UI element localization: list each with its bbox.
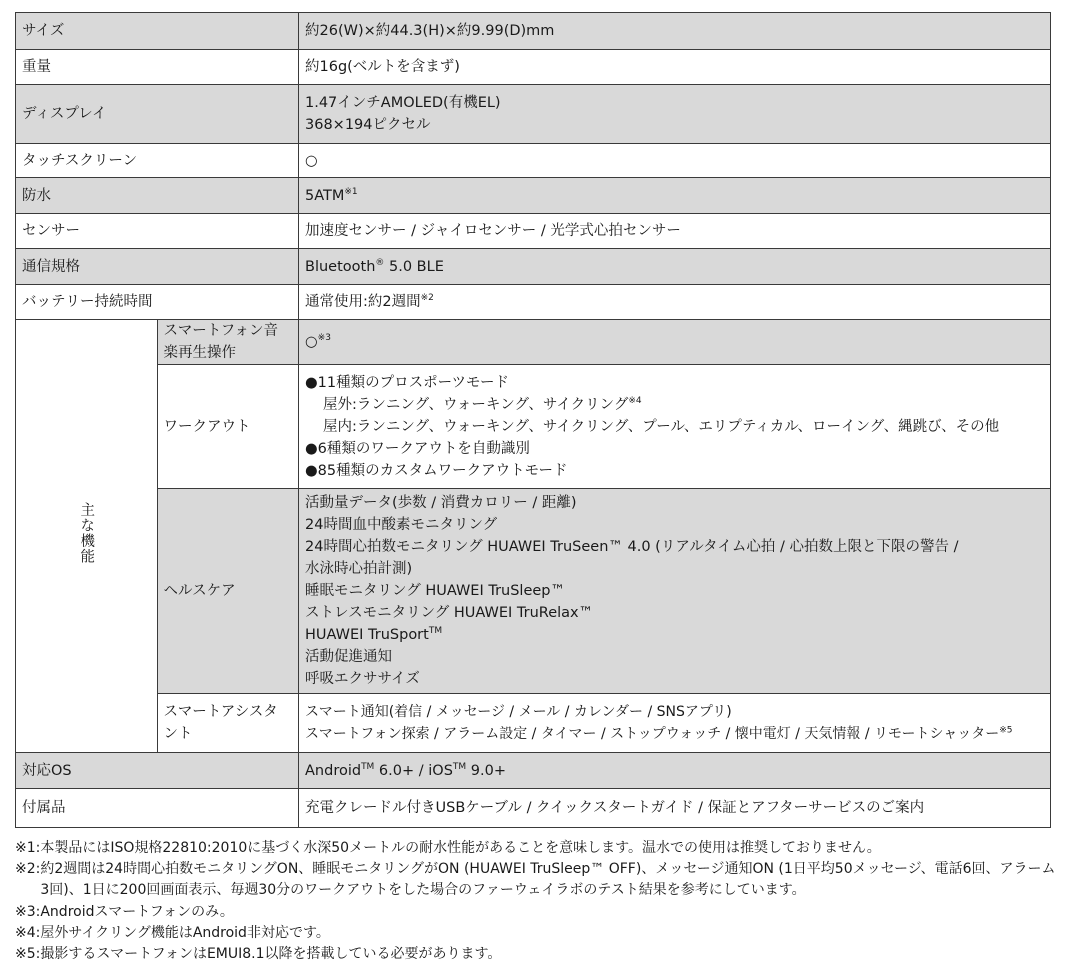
- row-label: ヘルスケア: [157, 489, 299, 694]
- value-text: HUAWEI TruSport: [305, 627, 429, 643]
- row-workout: [16, 365, 1051, 489]
- row-value: [299, 694, 1051, 753]
- row-label: バッテリー持続時間: [16, 285, 299, 320]
- value-text: Bluetooth: [305, 258, 376, 275]
- value-line: 水泳時心拍計測): [305, 561, 413, 577]
- row-label: 対応OS: [16, 753, 299, 789]
- row-label: ワークアウト: [157, 365, 299, 489]
- value-line: [305, 624, 1044, 646]
- row-battery: [16, 285, 1051, 320]
- footnote: [15, 923, 1060, 944]
- value-line: 1.47インチAMOLED(有機EL): [305, 95, 501, 111]
- value-line: 24時間心拍数モニタリング HUAWEI TruSeen™ 4.0 (リアルタイム心拍 / 心拍数上限と下限の警告 /: [305, 539, 959, 555]
- row-label: スマートアシスタント: [157, 694, 299, 753]
- footnote-mark: ※3:: [15, 903, 41, 920]
- trademark-mark: TM: [452, 761, 467, 772]
- row-waterproof: [16, 178, 1051, 214]
- row-label: 通信規格: [16, 249, 299, 285]
- value-line: ストレスモニタリング HUAWEI TruRelax™: [305, 605, 594, 621]
- value-line: 活動促進通知: [305, 649, 392, 665]
- row-value: 加速度センサー / ジャイロセンサー / 光学式心拍センサー: [299, 214, 1051, 249]
- row-value: [299, 753, 1051, 789]
- spec-table: [15, 12, 1051, 828]
- row-os: [16, 753, 1051, 789]
- value-text: 6.0+ / iOS: [374, 762, 453, 779]
- row-value: [299, 320, 1051, 365]
- row-smart-assistant: [16, 694, 1051, 753]
- row-value: [299, 365, 1051, 489]
- row-value: [299, 178, 1051, 214]
- feature-group-label: [16, 320, 158, 753]
- footnote-text: 約2週間は24時間心拍数モニタリングON、睡眠モニタリングがON (HUAWEI TruSleep™ OFF)、メッセージ通知ON (1日平均50メッセージ、電話6回、アラーム3回)、1日に200回画面表示、毎週30分のワークアウトをした場合のファーウェイラボのテスト結果を参考にしています。: [40, 861, 1056, 899]
- row-value: 充電クレードル付きUSBケーブル / クイックスタートガイド / 保証とアフターサービスのご案内: [299, 789, 1051, 828]
- trademark-mark: TM: [428, 626, 443, 637]
- row-value: [299, 249, 1051, 285]
- row-value: 約26(W)×約44.3(H)×約9.99(D)mm: [299, 13, 1051, 50]
- value-text: 通常使用:約2週間: [305, 294, 421, 310]
- registered-mark: ®: [375, 257, 385, 268]
- footnote: [15, 902, 1060, 923]
- value-text: ○: [305, 334, 318, 350]
- footnote-ref: ※1: [344, 186, 358, 197]
- footnote-text: 撮影するスマートフォンはEMUI8.1以降を搭載している必要があります。: [40, 946, 502, 963]
- row-label: 防水: [16, 178, 299, 214]
- footnote: [15, 859, 1060, 901]
- footnote-text: Androidスマートフォンのみ。: [40, 903, 234, 920]
- row-sensor: [16, 214, 1051, 249]
- footnote-mark: ※5:: [15, 946, 41, 963]
- row-display: [16, 85, 1051, 144]
- row-music-control: [16, 320, 1051, 365]
- row-communication: [16, 249, 1051, 285]
- row-value: 約16g(ベルトを含まず): [299, 50, 1051, 85]
- value-line: 屋内:ランニング、ウォーキング、サイクリング、プール、エリプティカル、ローイング、縄跳び、その他: [323, 418, 1000, 435]
- row-weight: [16, 50, 1051, 85]
- value-text: 5ATM: [305, 187, 345, 204]
- footnote-ref: ※5: [999, 725, 1013, 736]
- row-label: サイズ: [16, 13, 299, 50]
- value-text: 5.0 BLE: [384, 258, 444, 275]
- row-value: [299, 285, 1051, 320]
- footnote: [15, 944, 1060, 965]
- row-label: 重量: [16, 50, 299, 85]
- row-value: [299, 489, 1051, 694]
- value-line: 活動量データ(歩数 / 消費カロリー / 距離): [305, 495, 577, 511]
- footnote-mark: ※1:: [15, 840, 41, 856]
- value-text: Android: [305, 762, 362, 779]
- trademark-mark: TM: [361, 761, 375, 772]
- value-line: [305, 723, 1044, 745]
- footnote-text: 屋外サイクリング機能はAndroid非対応です。: [40, 924, 330, 941]
- value-line: 呼吸エクササイズ: [305, 671, 420, 687]
- row-label: タッチスクリーン: [16, 144, 299, 178]
- footnote-mark: ※4:: [15, 924, 41, 941]
- value-line: スマート通知(着信 / メッセージ / メール / カレンダー / SNSアプリ): [305, 704, 732, 720]
- value-text: 9.0+: [466, 762, 506, 779]
- row-touchscreen: [16, 144, 1051, 178]
- value-line: 368×194ピクセル: [305, 117, 431, 133]
- footnote: [15, 838, 1060, 859]
- value-line: ●85種類のカスタムワークアウトモード: [305, 462, 568, 479]
- value-line: 24時間血中酸素モニタリング: [305, 517, 498, 533]
- row-label: スマートフォン音楽再生操作: [157, 320, 299, 365]
- row-value: ○: [299, 144, 1051, 178]
- row-label: センサー: [16, 214, 299, 249]
- value-text: スマートフォン探索 / アラーム設定 / タイマー / ストップウォッチ / 懐中電灯 / 天気情報 / リモートシャッター: [305, 726, 1000, 742]
- footnote-ref: ※3: [317, 333, 331, 344]
- value-line: [305, 394, 1044, 416]
- row-label: ディスプレイ: [16, 85, 299, 144]
- footnote-ref: ※4: [628, 395, 642, 406]
- row-accessories: [16, 789, 1051, 828]
- footnote-text: 本製品にはISO規格22810:2010に基づく水深50メートルの耐水性能があることを意味します。温水での使用は推奨しておりません。: [40, 840, 881, 856]
- footnotes: [15, 838, 1060, 965]
- value-line: ●11種類のプロスポーツモード: [305, 374, 509, 391]
- value-line: ●6種類のワークアウトを自動識別: [305, 440, 530, 457]
- group-label-text: 主な機能: [78, 501, 95, 564]
- footnote-ref: ※2: [420, 293, 434, 304]
- row-label: 付属品: [16, 789, 299, 828]
- footnote-mark: ※2:: [15, 861, 41, 878]
- value-text: 屋外:ランニング、ウォーキング、サイクリング: [323, 396, 629, 413]
- row-size: [16, 13, 1051, 50]
- row-healthcare: [16, 489, 1051, 694]
- row-value: [299, 85, 1051, 144]
- value-line: 睡眠モニタリング HUAWEI TruSleep™: [305, 583, 566, 599]
